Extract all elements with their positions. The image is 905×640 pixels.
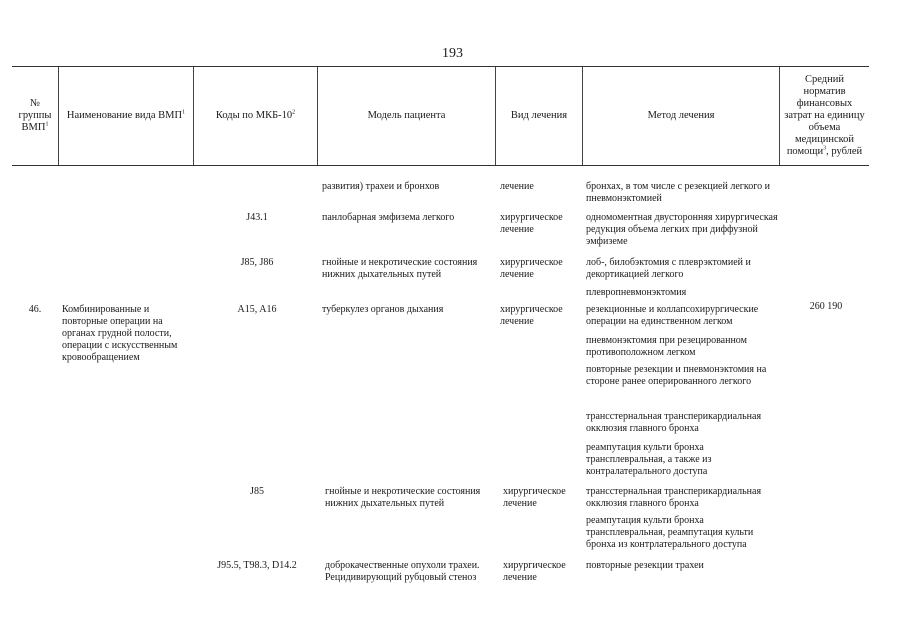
table-row-1-code: J43.1 — [246, 212, 268, 223]
table-row-0-type: лечение — [500, 181, 534, 192]
table-row-1-model: панлобарная эмфизема легкого — [322, 212, 455, 223]
table-row-10-method: реампутация культи бронха трансплевральная, реампутация культи бронха из контрлатерального доступа — [586, 515, 754, 550]
table-row-2-code: J85, J86 — [240, 257, 274, 268]
table-row-7-method: трансстернальная трансперикардиальная окклюзия главного бронха — [586, 411, 762, 434]
header-group-number: № группы ВМП$^1$ — [18, 98, 52, 133]
table-row-6-method: повторные резекции и пневмонэктомия на стороне ранее оперированного легкого — [586, 364, 767, 387]
table-row-0-model: развития) трахеи и бронхов — [322, 181, 440, 192]
table-row-11-type: хирургическое лечение — [503, 560, 566, 583]
table-row-1-method: одномоментная двусторонняя хирургическая редукция объема легких при диффузной эмфиземе — [586, 212, 778, 247]
header-average-cost: Средний норматив финансовых затрат на единицу объема медицинской помощи$^3$, рублей — [784, 74, 865, 157]
table-row-4-cost: 260 190 — [809, 301, 843, 312]
header-vmp-name: Наименование вида ВМП$^1$ — [66, 109, 186, 121]
page-number: 193 — [442, 46, 463, 61]
table-row-5-method: пневмонэктомия при резецированном противоположном легком — [586, 335, 747, 358]
table-row-4-type: хирургическое лечение — [500, 304, 563, 327]
table-row-3-method: плевропневмонэктомия — [586, 287, 687, 298]
table-row-0-method: бронхах, в том числе с резекцией легкого и пневмонэктомией — [586, 181, 770, 204]
header-icd-codes: Коды по МКБ-$10^2$ — [215, 109, 296, 121]
header-patient-model: Модель пациента — [367, 110, 446, 121]
header-treatment-type: Вид лечения — [510, 110, 568, 121]
table-row-2-type: хирургическое лечение — [500, 257, 563, 280]
table-row-8-method: реампутация культи бронха трансплевральная, а также из контралатерального доступа — [586, 442, 712, 477]
header-treatment-method: Метод лечения — [647, 110, 715, 121]
table-row-9-type: хирургическое лечение — [503, 486, 566, 509]
table-row-4-vmp-name: Комбинированные и повторные операции на органах грудной полости, операции с искусственным кровообращением — [62, 304, 178, 363]
table-row-11-model: доброкачественные опухоли трахеи. Рецидивирующий рубцовый стеноз — [325, 560, 480, 583]
table-row-9-method: трансстернальная трансперикардиальная окклюзия главного бронха — [586, 486, 762, 509]
table-row-4-code: A15, A16 — [237, 304, 277, 315]
table-row-2-model: гнойные и некротические состояния нижних дыхательных путей — [322, 257, 478, 280]
table-row-9-code: J85 — [250, 486, 264, 497]
table-row-11-code: J95.5, T98.3, D14.2 — [217, 560, 297, 571]
table-row-4-method: резекционные и коллапсохирургические операции на единственном легком — [586, 304, 759, 327]
table-row-2-method: лоб-, билобэктомия с плеврэктомией и декортикацией легкого — [586, 257, 751, 280]
table-row-11-method: повторные резекции трахеи — [586, 560, 704, 571]
table-row-1-type: хирургическое лечение — [500, 212, 563, 235]
table-row-4-model: туберкулез органов дыхания — [322, 304, 444, 315]
table-header — [12, 66, 869, 166]
table-row-9-model: гнойные и некротические состояния нижних дыхательных путей — [325, 486, 481, 509]
table-row-4-group-number: 46. — [28, 304, 42, 315]
